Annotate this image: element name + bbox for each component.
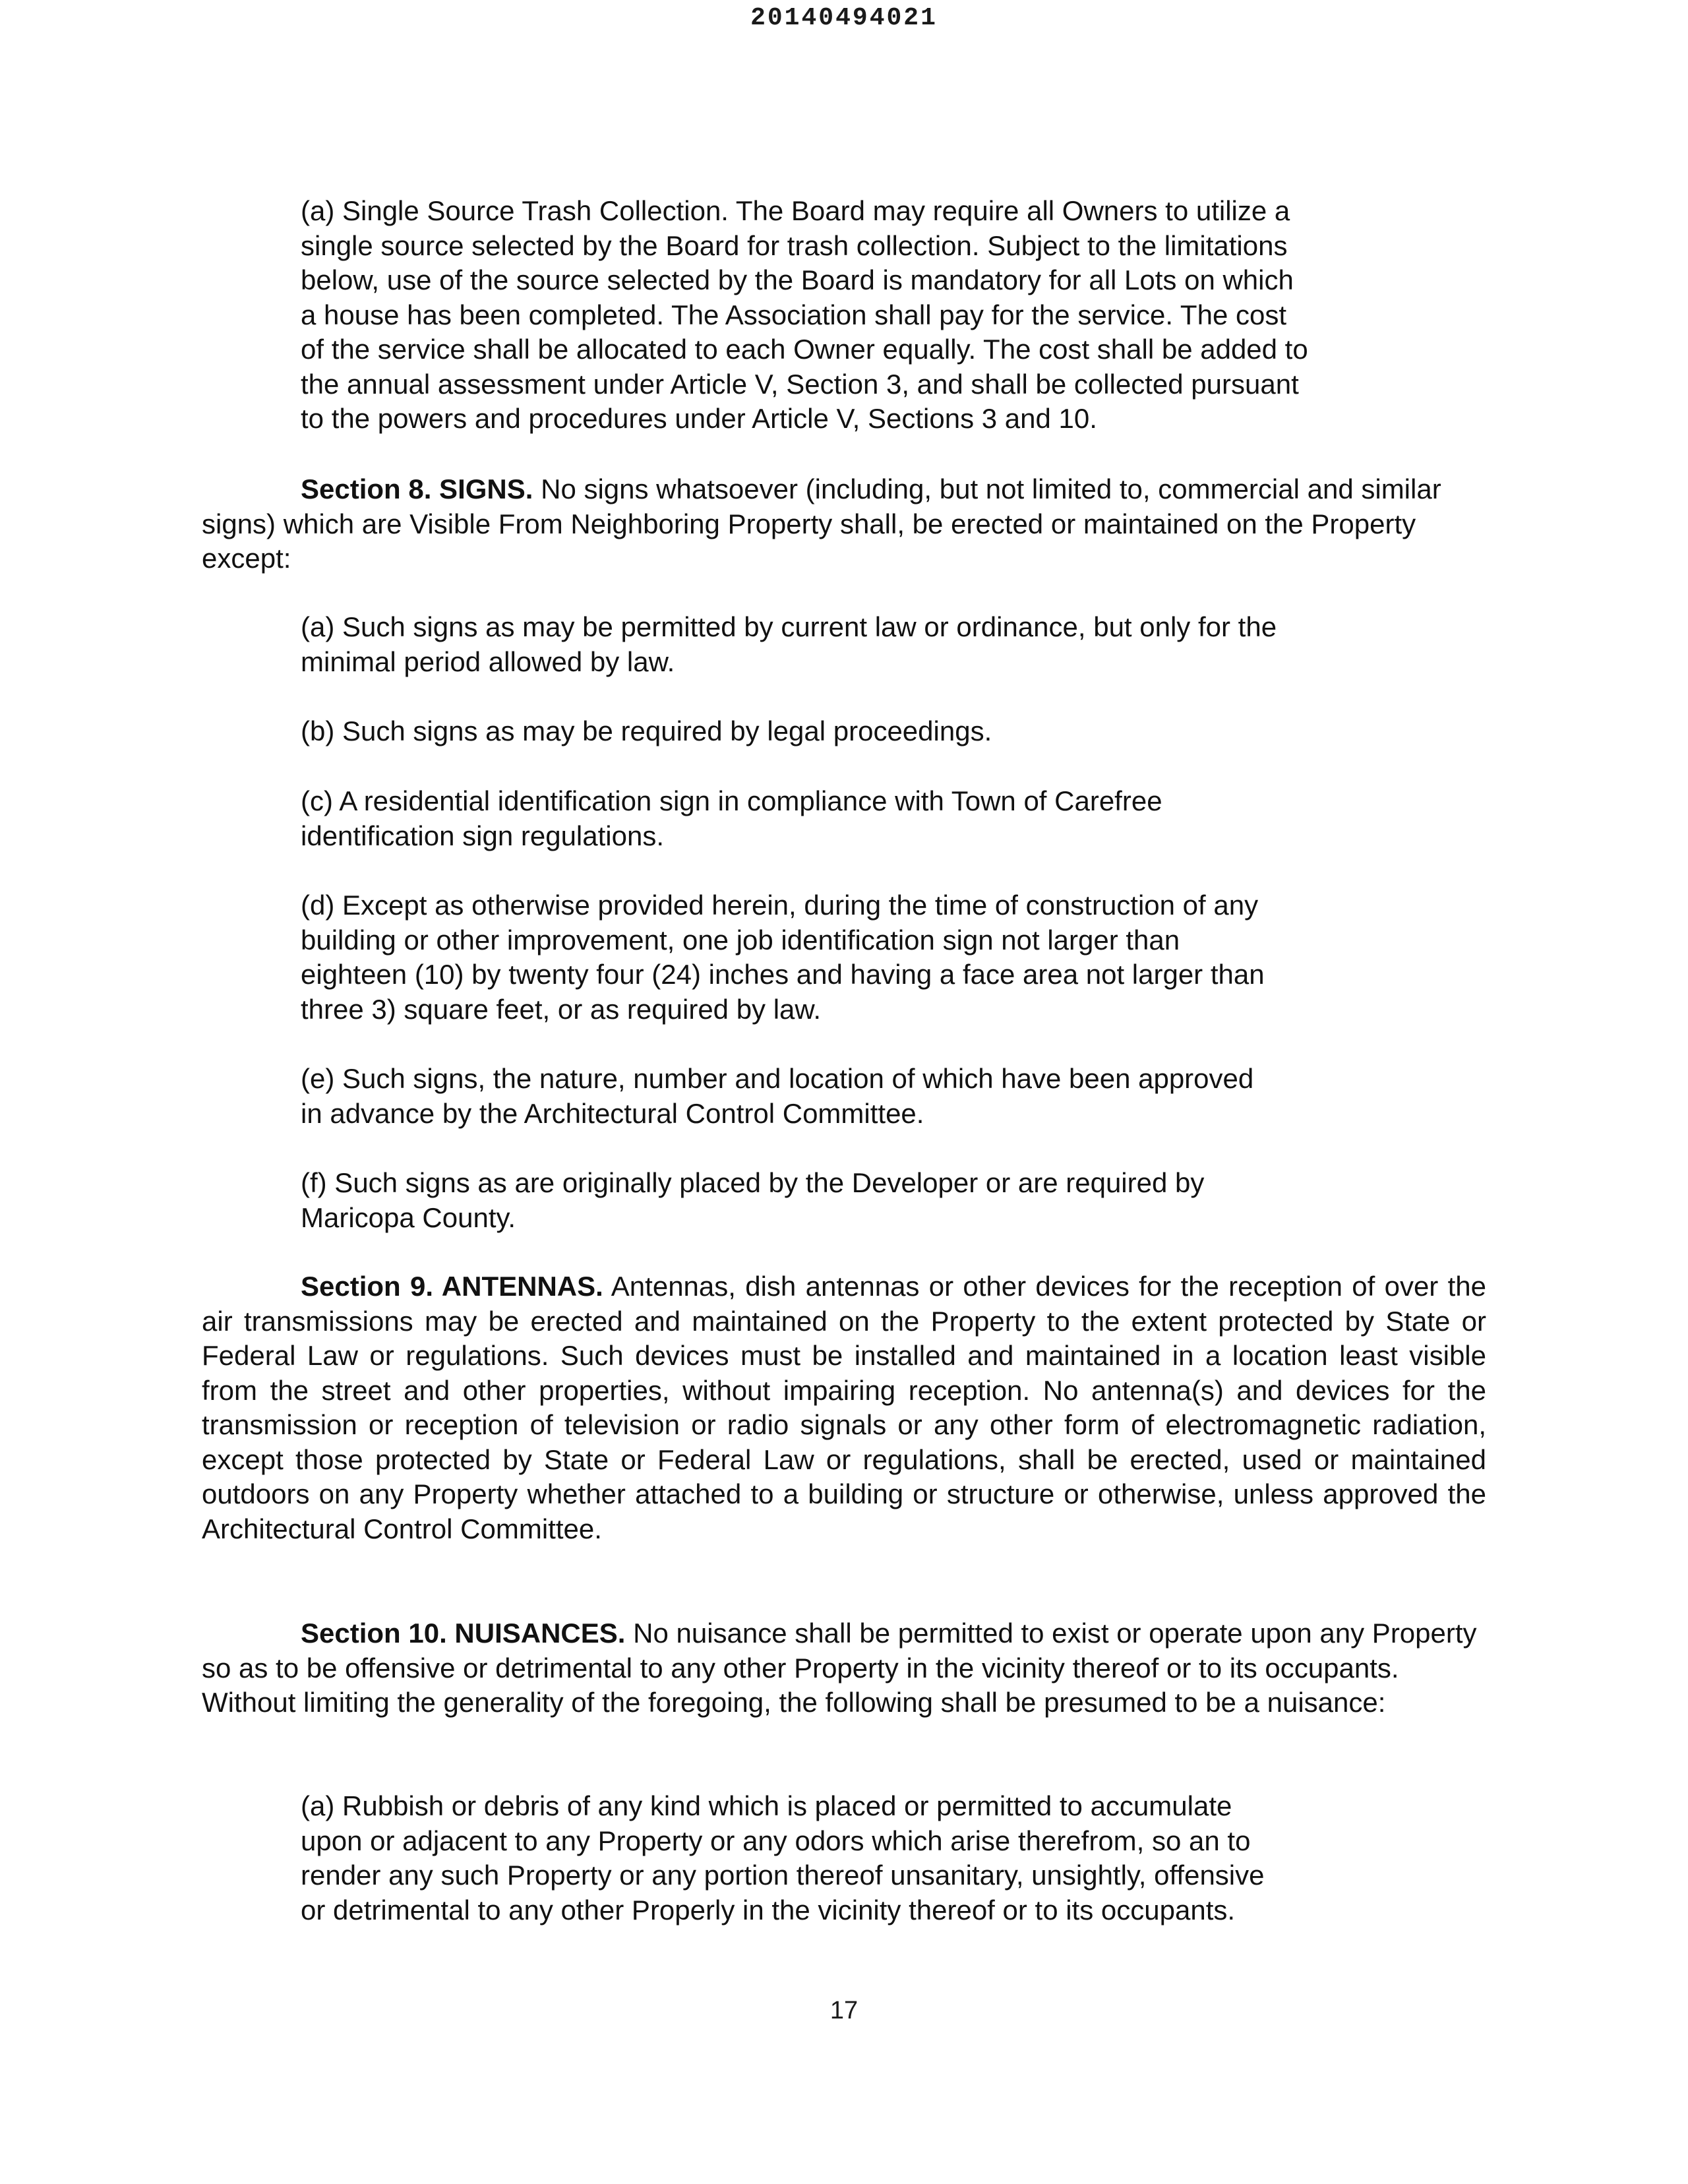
section-8-heading: Section 8. SIGNS.: [301, 473, 533, 504]
nuisance-item-a: [301, 1789, 1265, 1927]
text-line: (a) Rubbish or debris of any kind which is placed or permitted to accumulate: [301, 1790, 1232, 1821]
text-line: single source selected by the Board for trash collection. Subject to the limitations: [301, 229, 1288, 261]
document-number: 20140494021: [750, 4, 938, 32]
section-10-body: No nuisance shall be permitted to exist or operate upon any Property so as to be offensive or detrimental to any other Property in the vicinity thereof or to its occupants. Without limiting the generality of the foregoing, the following shall be presumed to be a nuisance:: [202, 1618, 1477, 1718]
text-line: (c) A residential identification sign in compliance with Town of Carefree: [301, 785, 1162, 816]
text-line: building or other improvement, one job identification sign not larger than: [301, 924, 1180, 956]
section-9-body: Antennas, dish antennas or other devices for the reception of over the air transmissions may be erected and maintained on the Property to the extent protected by State or Federal Law or regulations. Such devices must be installed and maintained in a location least visible from the street and other properties, without impairing reception. No antenna(s) and devices for the transmission or reception of television or radio signals or any other form of electromagnetic radiation, except those protected by State or Federal Law or regulations, shall be erected, used or maintained outdoors on any Property whether attached to a building or structure or otherwise, unless approved the Architectural Control Committee.: [202, 1271, 1486, 1544]
text-line: Maricopa County.: [301, 1201, 516, 1233]
text-line: three 3) square feet, or as required by law.: [301, 993, 822, 1025]
text-line: of the service shall be allocated to each Owner equally. The cost shall be added to: [301, 334, 1308, 365]
text-line: render any such Property or any portion thereof unsanitary, unsightly, offensive: [301, 1860, 1265, 1891]
text-line: (b) Such signs as may be required by legal proceedings.: [301, 715, 992, 746]
section-10-paragraph: [202, 1616, 1486, 1720]
section-10-heading: Section 10. NUISANCES.: [301, 1618, 626, 1649]
text-line: (e) Such signs, the nature, number and location of which have been approved: [301, 1063, 1254, 1094]
text-line: (d) Except as otherwise provided herein, during the time of construction of any: [301, 890, 1259, 921]
signs-item-f: [301, 1166, 1204, 1235]
text-line: upon or adjacent to any Property or any odors which arise therefrom, so an to: [301, 1825, 1251, 1856]
text-line: in advance by the Architectural Control Committee.: [301, 1097, 924, 1129]
trash-collection-paragraph: [301, 194, 1308, 437]
signs-item-e: [301, 1062, 1253, 1131]
text-line: (a) Single Source Trash Collection. The Board may require all Owners to utilize a: [301, 195, 1290, 226]
section-9-paragraph: [202, 1269, 1486, 1546]
section-8-paragraph: [202, 472, 1486, 576]
text-line: (a) Such signs as may be permitted by current law or ordinance, but only for the: [301, 611, 1277, 642]
text-line: minimal period allowed by law.: [301, 646, 675, 677]
text-line: below, use of the source selected by the Board is mandatory for all Lots on which: [301, 264, 1294, 295]
signs-item-a: [301, 610, 1277, 679]
text-line: the annual assessment under Article V, Section 3, and shall be collected pursuant: [301, 368, 1299, 400]
section-9-heading: Section 9. ANTENNAS.: [301, 1271, 603, 1302]
text-line: a house has been completed. The Association shall pay for the service. The cost: [301, 299, 1286, 330]
text-line: (f) Such signs as are originally placed by the Developer or are required by: [301, 1167, 1205, 1198]
signs-item-b: [301, 714, 992, 749]
text-line: identification sign regulations.: [301, 820, 665, 851]
section-8-body: No signs whatsoever (including, but not limited to, commercial and similar signs) which are Visible From Neighboring Property shall, be erected or maintained on the Property except:: [202, 473, 1441, 574]
signs-item-c: [301, 784, 1162, 853]
text-line: or detrimental to any other Properly in the vicinity thereof or to its occupants.: [301, 1894, 1236, 1926]
text-line: eighteen (10) by twenty four (24) inches and having a face area not larger than: [301, 959, 1265, 990]
page-number: 17: [829, 1997, 859, 2024]
signs-item-d: [301, 888, 1265, 1027]
text-line: to the powers and procedures under Article V, Sections 3 and 10.: [301, 403, 1097, 434]
